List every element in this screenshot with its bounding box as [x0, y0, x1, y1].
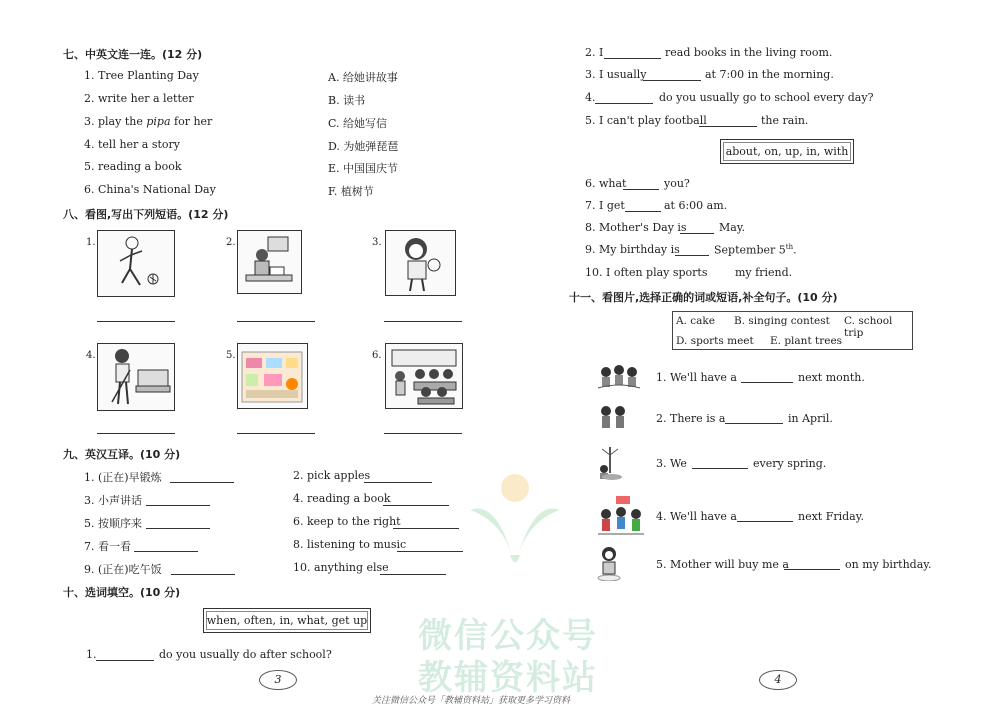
s7-right-C: C. 给她写信 — [328, 117, 388, 130]
s9-line-3[interactable] — [146, 505, 210, 506]
s8-answer-line-2[interactable] — [237, 321, 315, 322]
s11-q3-a: 3. We — [656, 457, 687, 470]
s10-q2-a: 2. I — [585, 46, 604, 59]
s9-item-1: 1. (正在)早锻炼 — [84, 471, 162, 484]
s10-q9-b — [714, 243, 797, 257]
s7-right-E: E. 中国国庆节 — [328, 162, 399, 175]
s9-line-4[interactable] — [383, 505, 449, 506]
s10-q6-a: 6. what — [585, 177, 627, 190]
s8-num-5: 5. — [226, 350, 236, 361]
girl-reading-picture — [237, 230, 302, 294]
s11-q3-b: every spring. — [753, 457, 827, 470]
singing-kids-icon — [596, 403, 630, 433]
s10-q5-b: the rain. — [761, 114, 809, 127]
s10-q9-line[interactable] — [675, 255, 709, 256]
section8-title: 八、看图,写出下列短语。(12 分) — [63, 208, 229, 221]
option-A: A. cake — [676, 315, 715, 327]
s10-q1-line[interactable] — [96, 660, 154, 661]
s9-item-6: 6. keep to the right — [293, 515, 401, 528]
section11-title: 十一、看图片,选择正确的词或短语,补全句子。(10 分) — [569, 291, 838, 304]
s11-q5-b: on my birthday. — [845, 558, 932, 571]
s11-q5-line[interactable] — [784, 569, 840, 570]
s7-right-F: F. 植树节 — [328, 185, 374, 198]
s11-q4-b: next Friday. — [798, 510, 864, 523]
s10-q7-b: at 6:00 am. — [664, 199, 728, 212]
s10-q9-b-text: September 5 — [714, 243, 786, 257]
s11-q4-line[interactable] — [737, 521, 793, 522]
s7-left-2: 2. write her a letter — [84, 92, 194, 105]
s10-q9-sup: th — [785, 243, 794, 251]
word-box-2-text: about, on, up, in, with — [725, 145, 849, 158]
s7-left-3: 3. play the pipa for her — [84, 115, 213, 128]
s11-q2-a: 2. There is a — [656, 412, 726, 425]
s11-q2-b: in April. — [788, 412, 833, 425]
s9-line-2[interactable] — [364, 482, 432, 483]
s8-num-6: 6. — [372, 350, 382, 361]
s8-answer-line-1[interactable] — [97, 321, 175, 322]
s8-answer-line-3[interactable] — [384, 321, 462, 322]
tree-planting-icon — [596, 443, 624, 481]
s11-q1-line[interactable] — [741, 382, 793, 383]
watermark-line1: 微信公众号 — [418, 616, 598, 656]
s10-q4-a: 4. — [585, 91, 596, 104]
s10-q4-line[interactable] — [595, 103, 653, 104]
word-box-1-text: when, often, in, what, get up — [206, 614, 368, 627]
s10-q9-a: 9. My birthday is — [585, 243, 680, 256]
s10-q8-a: 8. Mother's Day is — [585, 221, 687, 234]
page-number-4: 4 — [759, 670, 797, 690]
s10-q5-a: 5. I can't play football — [585, 114, 707, 127]
option-E: E. plant trees — [770, 335, 843, 347]
school-trip-icon — [596, 362, 642, 392]
word-box-1 — [203, 608, 371, 633]
s10-q3-b: at 7:00 in the morning. — [705, 68, 834, 81]
s8-num-2: 2. — [226, 237, 236, 248]
s7-left-5: 5. reading a book — [84, 160, 182, 173]
s8-num-3: 3. — [372, 237, 382, 248]
s10-q4-b: do you usually go to school every day? — [659, 91, 874, 104]
birthday-girl-icon — [596, 545, 622, 581]
section10-title: 十、选词填空。(10 分) — [63, 586, 181, 599]
s10-q9-period: . — [793, 243, 797, 257]
s7-left-1: 1. Tree Planting Day — [84, 69, 199, 82]
s9-item-10: 10. anything else — [293, 561, 389, 574]
s10-q6-b: you? — [664, 177, 690, 190]
options-box — [672, 311, 913, 350]
s9-item-9: 9. (正在)吃午饭 — [84, 563, 162, 576]
s9-line-5[interactable] — [146, 528, 210, 529]
word-box-2 — [720, 139, 854, 164]
s9-line-1[interactable] — [170, 482, 234, 483]
jogging-boy-picture — [97, 230, 175, 297]
s10-q1-num: 1. — [86, 648, 97, 661]
s9-line-10[interactable] — [380, 574, 446, 575]
s11-q1-b: next month. — [798, 371, 865, 384]
s7-right-A: A. 给她讲故事 — [328, 71, 398, 84]
s7-right-B: B. 读书 — [328, 94, 366, 107]
s10-q8-line[interactable] — [680, 233, 714, 234]
section7-title: 七、中英文连一连。(12 分) — [63, 48, 203, 61]
section9-title: 九、英汉互译。(10 分) — [63, 448, 181, 461]
s10-q2-b: read books in the living room. — [665, 46, 833, 59]
sweeping-girl-picture — [97, 343, 175, 411]
s11-q2-line[interactable] — [725, 423, 783, 424]
s10-q7-a: 7. I get — [585, 199, 625, 212]
girl-with-toy-picture — [385, 230, 456, 296]
footer-note: 关注微信公众号「教辅资料站」获取更多学习资料 — [372, 696, 571, 706]
s10-q2-line[interactable] — [604, 58, 661, 59]
s7-left-6: 6. China's National Day — [84, 183, 216, 196]
s9-item-8: 8. listening to music — [293, 538, 407, 551]
s7-right-D: D. 为她弹琵琶 — [328, 140, 399, 153]
s9-item-4: 4. reading a book — [293, 492, 391, 505]
s7-left-4: 4. tell her a story — [84, 138, 181, 151]
s8-answer-line-6[interactable] — [384, 433, 462, 434]
watermark-line2: 教辅资料站 — [418, 658, 598, 698]
s9-item-7: 7. 看一看 — [84, 540, 131, 553]
option-B: B. singing contest — [734, 315, 830, 327]
s10-q6-line[interactable] — [623, 189, 659, 190]
option-C: C. school trip — [844, 315, 893, 339]
sports-meet-icon — [596, 494, 646, 538]
shop-picture — [237, 343, 308, 409]
s9-item-5: 5. 按顺序来 — [84, 517, 142, 530]
s11-q5-a: 5. Mother will buy me a — [656, 558, 789, 571]
s8-answer-line-5[interactable] — [237, 433, 315, 434]
s10-q3-a: 3. I usually — [585, 68, 647, 81]
s10-q10-a: 10. I often play sports — [585, 266, 708, 279]
s10-q5-line[interactable] — [699, 126, 757, 127]
s8-num-1: 1. — [86, 237, 96, 248]
s9-item-2: 2. pick apples — [293, 469, 371, 482]
s10-q10-b: my friend. — [735, 266, 793, 279]
s10-q1-text: do you usually do after school? — [159, 648, 332, 661]
s11-q1-a: 1. We'll have a — [656, 371, 737, 384]
s8-num-4: 4. — [86, 350, 96, 361]
s10-q8-b: May. — [719, 221, 746, 234]
option-D: D. sports meet — [676, 335, 754, 347]
s9-line-9[interactable] — [171, 574, 235, 575]
watermark-logo-icon — [450, 460, 580, 590]
s11-q3-line[interactable] — [692, 468, 748, 469]
s9-item-3: 3. 小声讲话 — [84, 494, 142, 507]
s10-q7-line[interactable] — [625, 211, 661, 212]
s9-line-7[interactable] — [134, 551, 198, 552]
s11-q4-a: 4. We'll have a — [656, 510, 737, 523]
s8-answer-line-4[interactable] — [97, 433, 175, 434]
page-number-3: 3 — [259, 670, 297, 690]
s10-q3-line[interactable] — [643, 80, 701, 81]
classroom-picture — [385, 343, 463, 409]
